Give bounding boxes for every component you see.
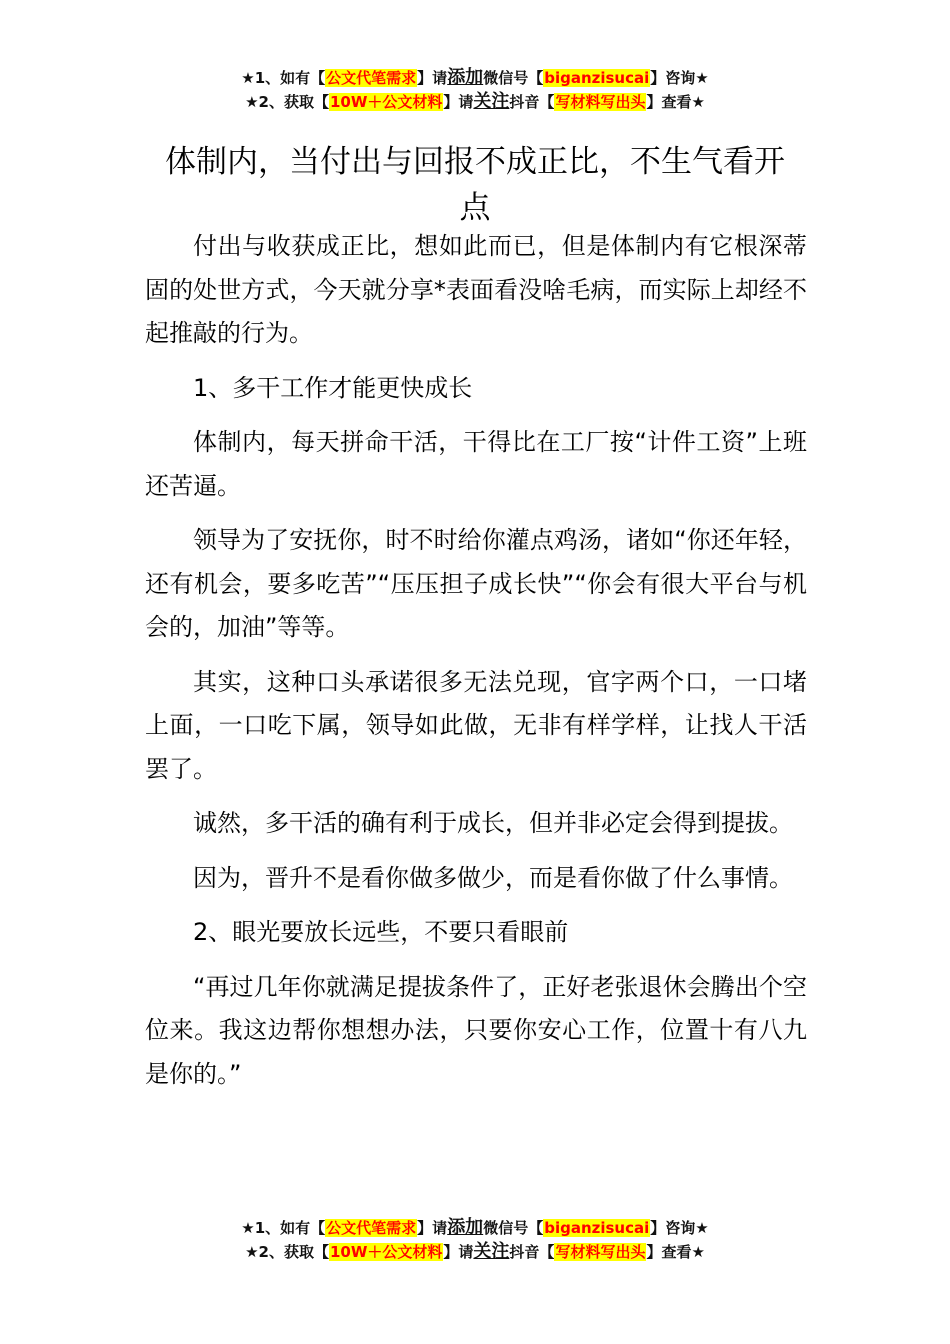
section-heading: 2、眼光要放长远些，不要只看眼前 — [193, 918, 569, 946]
emphasis-follow: 关注 — [473, 1241, 510, 1262]
highlight-wechat-id: biganzisucai — [544, 69, 650, 87]
highlight-service: 公文代笔需求 — [326, 1219, 417, 1237]
promo-line-2: ★2、获取【10W＋公文材料】请关注抖音【写材料写出头】查看★ — [245, 91, 705, 112]
emphasis-follow: 关注 — [473, 91, 510, 112]
promo-line-2: ★2、获取【10W＋公文材料】请关注抖音【写材料写出头】查看★ — [245, 1241, 705, 1262]
emphasis-add: 添加 — [447, 67, 484, 88]
emphasis-add: 添加 — [447, 1217, 484, 1238]
paragraph: 诚然，多干活的确有利于成长，但并非必定会得到提拔。 — [193, 809, 793, 837]
promo-header — [0, 66, 950, 114]
highlight-wechat-id: biganzisucai — [544, 1219, 650, 1237]
page-title: 体制内，当付出与回报不成正比，不生气看开点 — [165, 143, 785, 226]
highlight-materials: 10W＋公文材料 — [329, 1243, 443, 1261]
paragraph: 领导为了安抚你，时不时给你灌点鸡汤，诸如“你还年轻，还有机会，要多吃苦”“压压担子成长快”“你会有很大平台与机会的，加油”等等。 — [145, 526, 807, 641]
promo-line-1: ★1、如有【公文代笔需求】请添加微信号【biganzisucai】咨询★ — [241, 67, 709, 88]
highlight-materials: 10W＋公文材料 — [329, 93, 443, 111]
highlight-douyin-account: 写材料写出头 — [555, 1243, 646, 1261]
promo-line-1: ★1、如有【公文代笔需求】请添加微信号【biganzisucai】咨询★ — [241, 1217, 709, 1238]
paragraph: “再过几年你就满足提拔条件了，正好老张退休会腾出个空位来。我这边帮你想想办法，只要你安心工作，位置十有八九是你的。” — [145, 972, 807, 1088]
paragraph: 因为，晋升不是看你做多做少，而是看你做了什么事情。 — [193, 863, 793, 892]
highlight-service: 公文代笔需求 — [326, 69, 417, 87]
section-heading: 1、多干工作才能更快成长 — [193, 373, 473, 402]
paragraph: 其实，这种口头承诺很多无法兑现，官字两个口，一口堵上面，一口吃下属，领导如此做，无非有样学样，让找人干活罢了。 — [145, 667, 807, 783]
highlight-douyin-account: 写材料写出头 — [555, 93, 646, 111]
promo-footer — [0, 1216, 950, 1264]
article-body — [145, 225, 807, 1107]
paragraph: 体制内，每天拼命干活，干得比在工厂按“计件工资”上班还苦逼。 — [145, 428, 807, 500]
paragraph: 付出与收获成正比，想如此而已，但是体制内有它根深蒂固的处世方式，今天就分享*表面看没啥毛病，而实际上却经不起推敲的行为。 — [145, 232, 807, 347]
